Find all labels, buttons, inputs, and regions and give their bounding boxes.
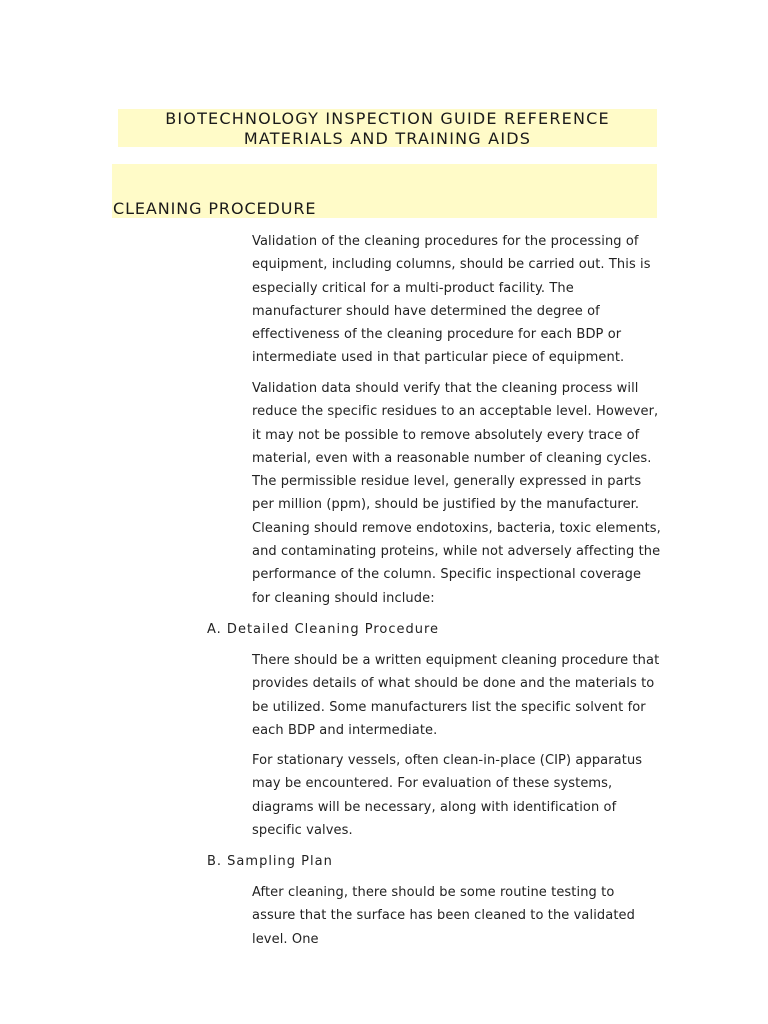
paragraph: After cleaning, there should be some routine testing to assure that the surface has been cleaned to the validated level. One xyxy=(252,885,635,947)
document-title-line-2: MATERIALS AND TRAINING AIDS xyxy=(243,129,532,148)
paragraph: Validation of the cleaning procedures for the processing of equipment, including columns, should be carried out. This is especially critical for a multi-product facility. The manufacturer should have determined the degree of effectiveness of the cleaning procedure for each BDP or intermediate used in that particular piece of equipment. xyxy=(252,234,651,366)
paragraph: Validation data should verify that the cleaning process will reduce the specific residues to an acceptable level. However, it may not be possible to remove absolutely every trace of material, even with a reasonable number of cleaning cycles. The permissible residue level, generally expressed in parts per million (ppm), should be justified by the manufacturer. Cleaning should remove endotoxins, bacteria, toxic elements, and contaminating proteins, while not adversely affecting the performance of the column. Specific inspectional coverage for cleaning should include: xyxy=(252,381,661,606)
section-heading: CLEANING PROCEDURE xyxy=(113,199,317,218)
paragraph: There should be a written equipment cleaning procedure that provides details of what should be done and the materials to be utilized. Some manufacturers list the specific solvent for each BDP and intermediate. xyxy=(252,653,660,738)
subsection-heading-a: A. Detailed Cleaning Procedure xyxy=(207,622,440,637)
subsection-heading-b: B. Sampling Plan xyxy=(207,854,333,869)
section-heading-banner xyxy=(112,164,657,218)
paragraph: For stationary vessels, often clean-in-place (CIP) apparatus may be encountered. For evaluation of these systems, diagrams will be necessary, along with identification of specific valves. xyxy=(252,753,643,838)
document-title-line-1: BIOTECHNOLOGY INSPECTION GUIDE REFERENCE xyxy=(165,109,610,128)
document-title-banner xyxy=(118,109,657,147)
